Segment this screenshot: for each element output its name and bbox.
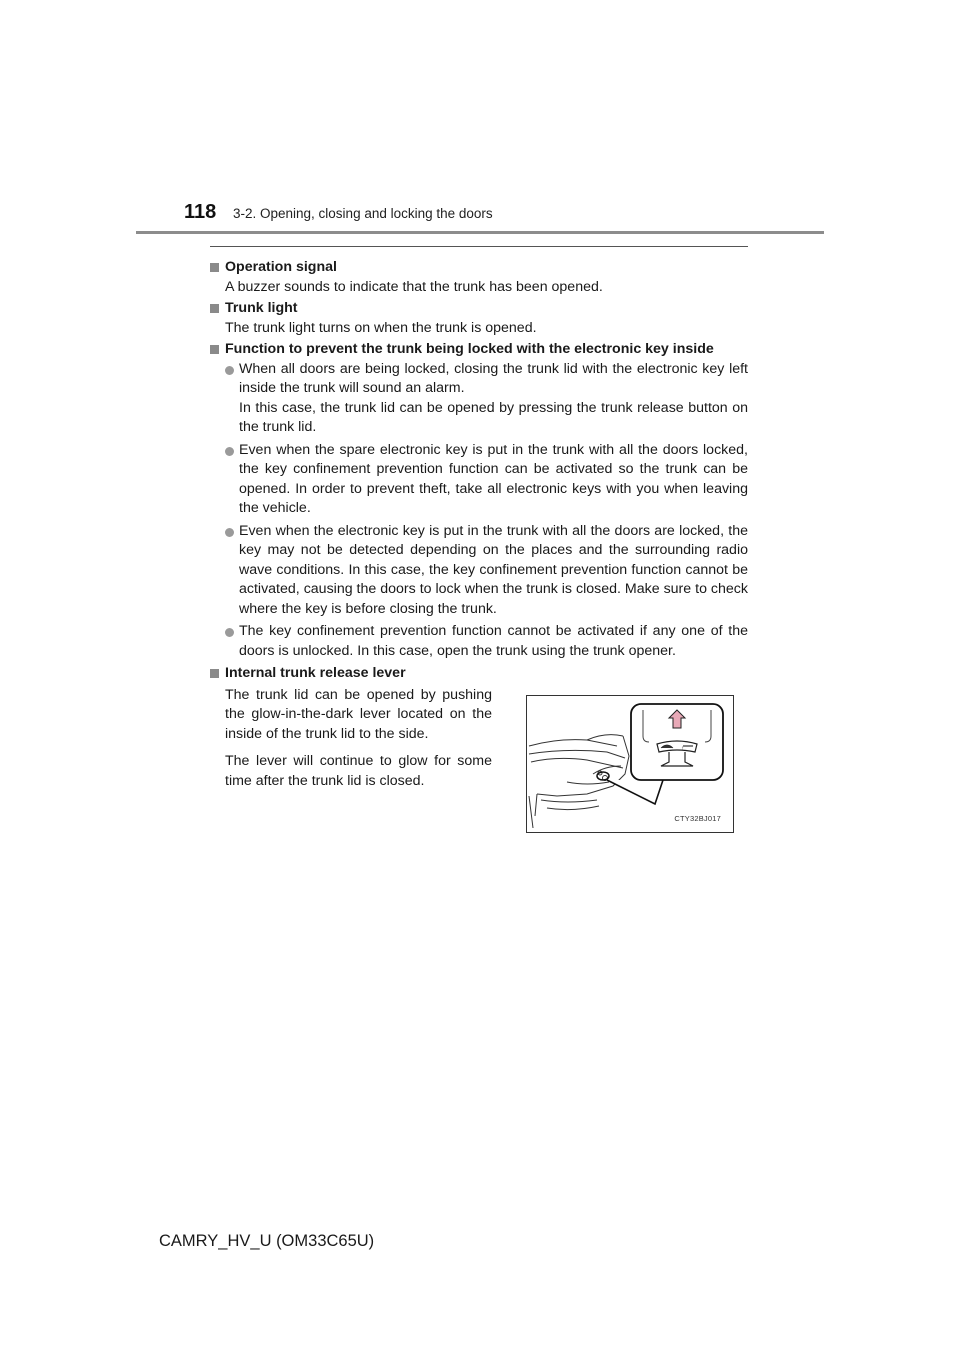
bullet-item [210, 360, 748, 438]
page-number: 118 [184, 201, 217, 223]
trunk-lever-illustration [526, 695, 734, 833]
bullet-text: Even when the spare electronic key is put in the trunk with all the doors locked, the key confinement prevention function can be activated so the trunk can be opened. In order to prevent theft, take all electronic keys with you when leaving the vehicle. [239, 441, 748, 516]
round-bullet-icon [225, 366, 234, 375]
footer-manual-id: CAMRY_HV_U (OM33C65U) [159, 1232, 375, 1250]
square-bullet-icon [210, 263, 219, 272]
content-top-rule [210, 246, 748, 247]
heading-key-lock-prevention [210, 340, 748, 360]
paragraph: The trunk light turns on when the trunk is opened. [225, 319, 537, 336]
page-content [210, 256, 748, 834]
heading-operation-signal [210, 258, 748, 278]
section-title: 3-2. Opening, closing and locking the doors [233, 206, 493, 221]
heading-text: Operation signal [225, 259, 337, 275]
heading-text: Function to prevent the trunk being locked with the electronic key inside [225, 341, 714, 357]
square-bullet-icon [210, 345, 219, 354]
heading-text: Trunk light [225, 300, 298, 316]
header-rule [136, 231, 824, 234]
square-bullet-icon [210, 304, 219, 313]
bullet-text: In this case, the trunk lid can be opened by pressing the trunk release button on the trunk lid. [239, 399, 748, 435]
round-bullet-icon [225, 528, 234, 537]
paragraph: A buzzer sounds to indicate that the trunk has been opened. [225, 278, 603, 295]
svg-text:↑: ↑ [681, 745, 684, 752]
bullet-text: Even when the electronic key is put in the trunk with all the doors are locked, the key may not be detected depending on the places and the surrounding radio wave conditions. In this case, the key confinement prevention function cannot be activated, causing the doors to lock when the trunk is closed. Make sure to check where the key is before closing the trunk. [239, 522, 748, 617]
heading-internal-release-lever [210, 664, 748, 684]
paragraph: The lever will continue to glow for some time after the trunk lid is closed. [225, 753, 492, 789]
figure-code: CTY32BJ017 [674, 814, 721, 823]
round-bullet-icon [225, 447, 234, 456]
square-bullet-icon [210, 669, 219, 678]
lever-description [225, 686, 492, 800]
round-bullet-icon [225, 628, 234, 637]
bullet-item [210, 441, 748, 519]
paragraph: The trunk lid can be opened by pushing the glow-in-the-dark lever located on the inside of the trunk lid to the side. [225, 686, 492, 742]
bullet-item [210, 622, 748, 661]
heading-trunk-light [210, 299, 748, 319]
bullet-text: When all doors are being locked, closing the trunk lid with the electronic key left inside the trunk will sound an alarm. [239, 360, 748, 396]
bullet-text: The key confinement prevention function cannot be activated if any one of the doors is unlocked. In this case, open the trunk using the trunk opener. [239, 623, 748, 659]
bullet-item [210, 522, 748, 620]
heading-text: Internal trunk release lever [225, 665, 406, 681]
lever-section [210, 684, 748, 834]
